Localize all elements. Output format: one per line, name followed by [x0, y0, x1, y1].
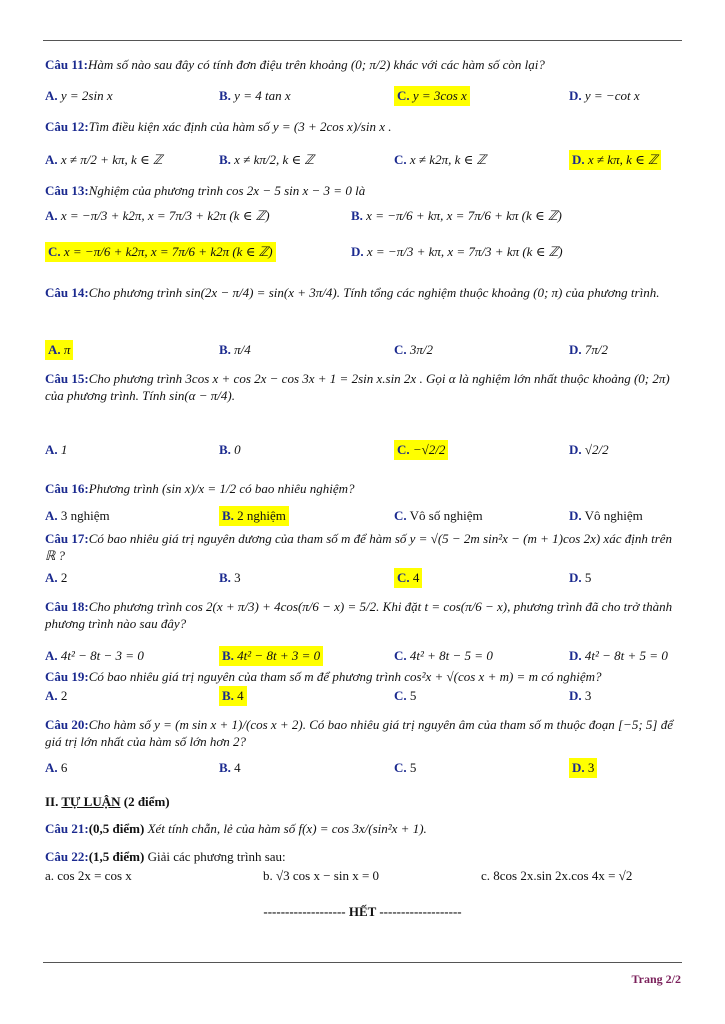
- options-20: [45, 758, 681, 778]
- part-a: a. cos 2x = cos x: [45, 868, 132, 883]
- option-d[interactable]: D. 5: [569, 570, 592, 585]
- question-13: Câu 13:Nghiệm của phương trình cos 2x − 5 sin x − 3 = 0 là: [45, 183, 366, 198]
- options-15: [45, 440, 681, 460]
- question-18: Câu 18:Cho phương trình cos 2(x + π/3) + 4cos(π/6 − x) = 5/2. Khi đặt t = cos(π/6 − x), phương trình đã cho trở thành phương trình nào sau đây?: [45, 599, 673, 631]
- part-c: c. 8cos 2x.sin 2x.cos 4x = √2: [481, 868, 633, 883]
- option-b[interactable]: B. π/4: [219, 342, 251, 357]
- option-a[interactable]: A. 3 nghiệm: [45, 508, 110, 523]
- option-d[interactable]: D. 4t² − 8t + 5 = 0: [569, 648, 668, 663]
- page-number: Trang 2/2: [631, 972, 681, 986]
- question-11: Câu 11:Hàm số nào sau đây có tính đơn điệu trên khoảng (0; π/2) khác với các hàm số còn lại?: [45, 57, 545, 72]
- question-12: Câu 12:Tìm điều kiện xác định của hàm số y = (3 + 2cos x)/sin x .: [45, 119, 392, 134]
- option-d[interactable]: D. y = −cot x: [569, 88, 640, 103]
- option-c-answer[interactable]: C. 4: [394, 568, 422, 588]
- option-a[interactable]: A. 4t² − 8t − 3 = 0: [45, 648, 144, 663]
- question-16: Câu 16:Phương trình (sin x)/x = 1/2 có bao nhiêu nghiệm?: [45, 481, 355, 496]
- option-b-answer[interactable]: B. 2 nghiệm: [219, 506, 289, 526]
- option-d[interactable]: D. 7π/2: [569, 342, 609, 357]
- option-b-answer[interactable]: B. 4t² − 8t + 3 = 0: [219, 646, 323, 666]
- options-16: [45, 506, 681, 526]
- options-17: [45, 568, 681, 588]
- option-a[interactable]: A. 1: [45, 442, 68, 457]
- options-12: [45, 150, 681, 170]
- options-14: [45, 340, 681, 360]
- options-19: [45, 686, 681, 706]
- option-c-answer[interactable]: C. −√2/2: [394, 440, 448, 460]
- option-c-answer[interactable]: C. x = −π/6 + k2π, x = 7π/6 + k2π (k ∈ ℤ): [45, 242, 276, 262]
- options-18: [45, 646, 681, 666]
- question-15: Câu 15:Cho phương trình 3cos x + cos 2x − cos 3x + 1 = 2sin x.sin 2x . Gọi α là nghiệm lớn nhất thuộc khoảng (0; 2π) của phương trình. Tính sin(α − π/4).: [45, 371, 670, 403]
- options-13-row2: [45, 242, 681, 262]
- option-a[interactable]: A. y = 2sin x: [45, 88, 113, 103]
- option-c-answer[interactable]: C. y = 3cos x: [394, 86, 470, 106]
- end-marker: ------------------- HẾT -------------------: [263, 904, 462, 919]
- options-13-row1: [45, 206, 681, 226]
- option-c[interactable]: C. Vô số nghiệm: [394, 508, 483, 523]
- option-b[interactable]: B. x ≠ kπ/2, k ∈ ℤ: [219, 152, 315, 167]
- section-heading: II. TỰ LUẬN (2 điểm): [45, 794, 170, 809]
- option-d[interactable]: D. x = −π/3 + kπ, x = 7π/3 + kπ (k ∈ ℤ): [351, 244, 563, 259]
- option-c[interactable]: C. 4t² + 8t − 5 = 0: [394, 648, 493, 663]
- question-22-parts: [45, 866, 681, 886]
- option-b-answer[interactable]: B. 4: [219, 686, 247, 706]
- option-b[interactable]: B. 3: [219, 570, 241, 585]
- option-d[interactable]: D. Vô nghiệm: [569, 508, 643, 523]
- option-b[interactable]: B. x = −π/6 + kπ, x = 7π/6 + kπ (k ∈ ℤ): [351, 208, 562, 223]
- question-21: Câu 21:(0,5 điểm) Xét tính chẵn, lẻ của hàm số f(x) = cos 3x/(sin²x + 1).: [45, 821, 427, 836]
- option-d[interactable]: D. √2/2: [569, 442, 609, 457]
- option-a[interactable]: A. 6: [45, 760, 68, 775]
- question-22: Câu 22:(1,5 điểm) Giải các phương trình sau:: [45, 849, 286, 864]
- option-a-answer[interactable]: A. π: [45, 340, 73, 360]
- question-19: Câu 19:Có bao nhiêu giá trị nguyên của tham số m để phương trình cos²x + √(cos x + m) = m có nghiệm?: [45, 669, 602, 684]
- option-a[interactable]: A. 2: [45, 570, 68, 585]
- option-b[interactable]: B. 0: [219, 442, 241, 457]
- option-d[interactable]: D. 3: [569, 688, 592, 703]
- question-17: Câu 17:Có bao nhiêu giá trị nguyên dương của tham số m để hàm số y = √(5 − 2m sin²x − (m + 1)cos 2x) xác định trên ℝ ?: [45, 531, 673, 563]
- option-d-answer[interactable]: D. 3: [569, 758, 597, 778]
- question-20: Câu 20:Cho hàm số y = (m sin x + 1)/(cos x + 2). Có bao nhiêu giá trị nguyên âm của tham số m thuộc đoạn [−5; 5] để giá trị lớn nhất của hàm số lớn hơn 2?: [45, 717, 673, 749]
- option-b[interactable]: B. y = 4 tan x: [219, 88, 291, 103]
- part-b: b. √3 cos x − sin x = 0: [263, 868, 380, 883]
- option-b[interactable]: B. 4: [219, 760, 241, 775]
- bottom-rule: [43, 962, 682, 963]
- option-a[interactable]: A. x = −π/3 + k2π, x = 7π/3 + k2π (k ∈ ℤ): [45, 208, 270, 223]
- top-rule: [43, 40, 682, 41]
- option-c[interactable]: C. x ≠ k2π, k ∈ ℤ: [394, 152, 487, 167]
- option-c[interactable]: C. 5: [394, 688, 417, 703]
- option-a[interactable]: A. 2: [45, 688, 68, 703]
- option-d-answer[interactable]: D. x ≠ kπ, k ∈ ℤ: [569, 150, 661, 170]
- options-11: [45, 86, 681, 106]
- option-c[interactable]: C. 5: [394, 760, 417, 775]
- question-14: Câu 14:Cho phương trình sin(2x − π/4) = sin(x + 3π/4). Tính tổng các nghiệm thuộc khoảng (0; π) của phương trình.: [45, 285, 660, 300]
- option-a[interactable]: A. x ≠ π/2 + kπ, k ∈ ℤ: [45, 152, 163, 167]
- option-c[interactable]: C. 3π/2: [394, 342, 434, 357]
